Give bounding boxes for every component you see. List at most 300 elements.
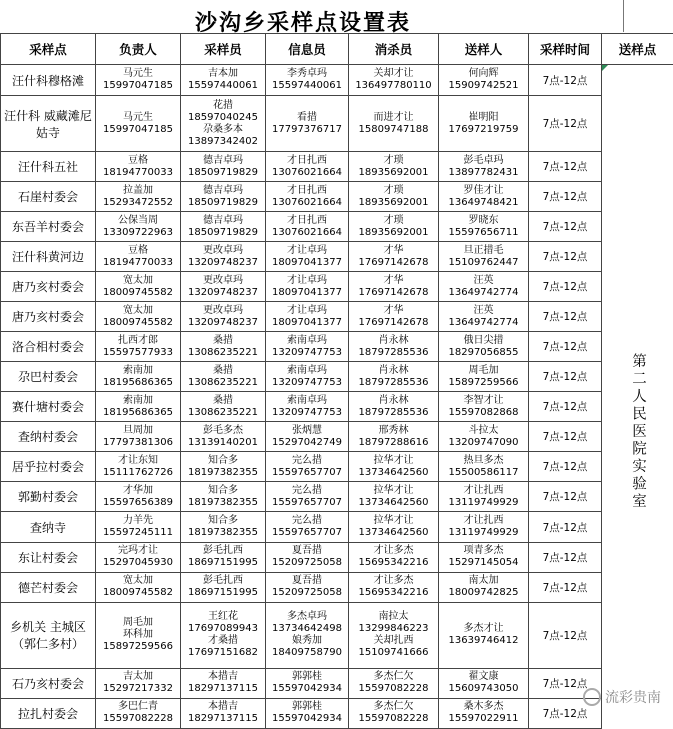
resp-line: 17797381306 bbox=[103, 436, 173, 448]
info-cell bbox=[266, 392, 349, 422]
site-cell: 汪什科穆格滩 bbox=[1, 65, 96, 96]
courier-line: 罗佳才让 bbox=[463, 184, 504, 196]
disinfect-line: 才琐 bbox=[383, 154, 404, 166]
disinfect-line: 才华 bbox=[383, 244, 404, 256]
resp-line: 周毛加 bbox=[123, 617, 153, 629]
resp-line: 18195686365 bbox=[103, 406, 173, 418]
disinfect-cell bbox=[349, 152, 439, 182]
courier-line: 15109762447 bbox=[448, 256, 519, 268]
destination-cell bbox=[602, 65, 673, 729]
sampler-line: 17697151682 bbox=[188, 647, 258, 659]
disinfect-line: 才琐 bbox=[383, 184, 404, 196]
sampler-cell bbox=[181, 482, 266, 512]
sampler-line: 花措 bbox=[213, 99, 233, 111]
disinfect-cell bbox=[349, 698, 439, 728]
courier-line: 17697219759 bbox=[448, 123, 519, 135]
info-line: 15597657707 bbox=[272, 527, 342, 538]
header-time: 采样时间 bbox=[529, 34, 602, 65]
courier-cell bbox=[439, 96, 529, 152]
sampler-cell bbox=[181, 242, 266, 272]
site-cell: 德芒村委会 bbox=[1, 572, 96, 602]
info-cell bbox=[266, 332, 349, 362]
sampler-line: 18197382355 bbox=[188, 466, 258, 478]
resp-line: 15111762726 bbox=[103, 466, 173, 478]
resp-line: 公保当周 bbox=[118, 214, 158, 226]
courier-cell bbox=[439, 242, 529, 272]
resp-line: 力羊先 bbox=[123, 515, 153, 526]
disinfect-line: 肖永林 bbox=[378, 364, 409, 376]
disinfect-cell bbox=[349, 96, 439, 152]
table-body bbox=[1, 65, 673, 729]
info-line: 15597657707 bbox=[272, 496, 342, 508]
info-line: 13076021664 bbox=[272, 166, 342, 178]
time-cell: 7点-12点 bbox=[529, 542, 602, 572]
sampler-line: 13209748237 bbox=[188, 316, 258, 328]
sampler-line: 知合多 bbox=[208, 484, 238, 496]
sampler-cell bbox=[181, 65, 266, 96]
sampler-cell bbox=[181, 698, 266, 728]
sampler-line: 尕桑多本 bbox=[203, 123, 243, 135]
info-cell bbox=[266, 272, 349, 302]
disinfect-line: 13734642560 bbox=[358, 466, 429, 478]
info-line: 15209725058 bbox=[272, 587, 342, 599]
resp-line: 旦周加 bbox=[123, 424, 153, 436]
disinfect-cell bbox=[349, 572, 439, 602]
sampler-line: 18697151995 bbox=[188, 557, 258, 569]
disinfect-line: 才让多杰 bbox=[373, 575, 414, 587]
resp-line: 宽太加 bbox=[123, 575, 153, 587]
table-row bbox=[1, 602, 673, 668]
info-cell bbox=[266, 482, 349, 512]
resp-line: 18194770033 bbox=[103, 166, 173, 178]
disinfect-line: 15809747188 bbox=[358, 123, 429, 135]
courier-cell bbox=[439, 152, 529, 182]
info-cell bbox=[266, 698, 349, 728]
sampler-cell bbox=[181, 602, 266, 668]
info-line: 郭郭桂 bbox=[292, 701, 322, 713]
info-line: 15597440061 bbox=[272, 80, 342, 92]
courier-line: 15597082868 bbox=[448, 406, 519, 418]
table-row bbox=[1, 212, 673, 242]
courier-line: 18009742825 bbox=[448, 587, 519, 599]
info-line: 18097041377 bbox=[272, 316, 342, 328]
sampler-cell bbox=[181, 422, 266, 452]
resp-line: 18195686365 bbox=[103, 376, 173, 388]
courier-cell bbox=[439, 332, 529, 362]
sampler-line: 本措吉 bbox=[208, 701, 238, 713]
resp-line: 15293472552 bbox=[103, 196, 173, 208]
disinfect-cell bbox=[349, 242, 439, 272]
disinfect-line: 肖永林 bbox=[378, 394, 409, 406]
resp-line: 15597577933 bbox=[103, 346, 173, 358]
resp-line: 15597082228 bbox=[103, 713, 173, 725]
info-line: 才让卓玛 bbox=[287, 304, 327, 316]
info-cell bbox=[266, 542, 349, 572]
resp-line: 13309722963 bbox=[103, 226, 173, 238]
disinfect-line: 17697142678 bbox=[358, 256, 429, 268]
courier-line: 13119749929 bbox=[448, 496, 519, 508]
disinfect-line: 18797285536 bbox=[358, 406, 429, 418]
time-cell: 7点-12点 bbox=[529, 422, 602, 452]
disinfect-line: 17697142678 bbox=[358, 286, 429, 298]
info-line: 多杰卓玛 bbox=[287, 611, 327, 623]
header-site: 采样点 bbox=[1, 34, 96, 65]
courier-line: 南太加 bbox=[468, 575, 499, 587]
site-cell: 郭勤村委会 bbox=[1, 482, 96, 512]
courier-line: 15297145054 bbox=[448, 557, 519, 569]
courier-line: 13649748421 bbox=[448, 196, 519, 208]
info-line: 才让卓玛 bbox=[287, 274, 327, 286]
info-line: 索南卓玛 bbox=[287, 334, 327, 346]
info-line: 13209747753 bbox=[272, 346, 342, 358]
sampling-table bbox=[0, 33, 673, 729]
site-cell: 洛合相村委会 bbox=[1, 332, 96, 362]
info-cell bbox=[266, 602, 349, 668]
disinfect-line: 18935692001 bbox=[358, 166, 429, 178]
courier-cell bbox=[439, 482, 529, 512]
table-row bbox=[1, 182, 673, 212]
time-cell: 7点-12点 bbox=[529, 65, 602, 96]
resp-line: 索南加 bbox=[123, 394, 153, 406]
disinfect-cell bbox=[349, 65, 439, 96]
courier-line: 俄日尖措 bbox=[463, 334, 504, 346]
header-responsible: 负责人 bbox=[96, 34, 181, 65]
time-cell: 7点-12点 bbox=[529, 152, 602, 182]
site-cell: 汪什科黄河边 bbox=[1, 242, 96, 272]
site-cell: 乡机关 主城区 （郭仁多村） bbox=[1, 602, 96, 668]
sampler-line: 彭毛扎西 bbox=[203, 545, 243, 557]
courier-line: 15609743050 bbox=[448, 683, 519, 695]
sampler-line: 15597440061 bbox=[188, 80, 258, 92]
courier-line: 15597022911 bbox=[448, 713, 519, 725]
table-row bbox=[1, 65, 673, 96]
sampler-cell bbox=[181, 96, 266, 152]
sampler-line: 德吉卓玛 bbox=[203, 184, 243, 196]
disinfect-cell bbox=[349, 212, 439, 242]
header-row bbox=[1, 34, 673, 65]
disinfect-cell bbox=[349, 422, 439, 452]
disinfect-cell bbox=[349, 392, 439, 422]
site-cell: 查纳寺 bbox=[1, 512, 96, 542]
info-line: 夏吾措 bbox=[292, 545, 322, 557]
info-line: 17797376717 bbox=[272, 123, 342, 135]
resp-line: 马元生 bbox=[123, 111, 153, 123]
time-cell: 7点-12点 bbox=[529, 482, 602, 512]
courier-cell bbox=[439, 668, 529, 698]
disinfect-line: 才让多杰 bbox=[373, 545, 414, 557]
resp-cell bbox=[96, 698, 181, 728]
disinfect-cell bbox=[349, 542, 439, 572]
disinfect-cell bbox=[349, 272, 439, 302]
resp-cell bbox=[96, 212, 181, 242]
table-row bbox=[1, 422, 673, 452]
resp-line: 马元生 bbox=[123, 68, 153, 80]
info-line: 18409758790 bbox=[272, 647, 342, 659]
courier-line: 热旦多杰 bbox=[463, 454, 504, 466]
courier-line: 13639746412 bbox=[448, 635, 519, 647]
sampler-cell bbox=[181, 362, 266, 392]
resp-line: 18194770033 bbox=[103, 256, 173, 268]
courier-line: 15909742521 bbox=[448, 80, 519, 92]
table-row bbox=[1, 242, 673, 272]
info-cell bbox=[266, 362, 349, 392]
info-line: 15297042749 bbox=[272, 436, 342, 448]
sampler-cell bbox=[181, 452, 266, 482]
disinfect-cell bbox=[349, 668, 439, 698]
sampler-line: 18597040245 bbox=[188, 111, 258, 123]
courier-line: 汪英 bbox=[473, 274, 494, 286]
time-cell: 7点-12点 bbox=[529, 452, 602, 482]
sampler-line: 桑措 bbox=[213, 334, 233, 346]
info-line: 13076021664 bbox=[272, 226, 342, 238]
disinfect-line: 拉华才让 bbox=[373, 454, 414, 466]
courier-cell bbox=[439, 182, 529, 212]
time-cell: 7点-12点 bbox=[529, 96, 602, 152]
info-cell bbox=[266, 212, 349, 242]
resp-line: 18009745582 bbox=[103, 286, 173, 298]
courier-line: 18297056855 bbox=[448, 346, 519, 358]
table-row bbox=[1, 542, 673, 572]
site-cell: 拉扎村委会 bbox=[1, 698, 96, 728]
courier-cell bbox=[439, 212, 529, 242]
resp-cell bbox=[96, 302, 181, 332]
courier-line: 13209747090 bbox=[448, 436, 519, 448]
sampler-cell bbox=[181, 302, 266, 332]
courier-line: 13649742774 bbox=[448, 286, 519, 298]
resp-line: 宽太加 bbox=[123, 274, 153, 286]
disinfect-line: 15695342216 bbox=[358, 587, 429, 599]
sampler-cell bbox=[181, 542, 266, 572]
site-cell: 尕巴村委会 bbox=[1, 362, 96, 392]
disinfect-cell bbox=[349, 332, 439, 362]
site-cell: 石乃亥村委会 bbox=[1, 668, 96, 698]
info-cell bbox=[266, 422, 349, 452]
resp-line: 多巴仁青 bbox=[118, 701, 158, 713]
sampler-line: 知合多 bbox=[208, 515, 238, 526]
page-title: 沙沟乡采样点设置表 bbox=[195, 10, 412, 36]
disinfect-cell bbox=[349, 362, 439, 392]
info-line: 夏吾措 bbox=[292, 575, 322, 587]
courier-cell bbox=[439, 302, 529, 332]
courier-line: 桑木多杰 bbox=[463, 701, 504, 713]
header-disinfect: 消杀员 bbox=[349, 34, 439, 65]
sampler-line: 知合多 bbox=[208, 454, 238, 466]
resp-line: 15597245111 bbox=[103, 527, 173, 538]
courier-cell bbox=[439, 542, 529, 572]
disinfect-cell bbox=[349, 482, 439, 512]
courier-line: 13649742774 bbox=[448, 316, 519, 328]
disinfect-line: 15597082228 bbox=[358, 713, 429, 725]
resp-line: 豆格 bbox=[128, 244, 148, 256]
sampler-cell bbox=[181, 272, 266, 302]
sampler-line: 18297137115 bbox=[188, 683, 258, 695]
sampler-line: 13209748237 bbox=[188, 286, 258, 298]
resp-line: 环科加 bbox=[123, 629, 153, 641]
time-cell: 7点-12点 bbox=[529, 302, 602, 332]
sampler-line: 德吉卓玛 bbox=[203, 214, 243, 226]
table-row bbox=[1, 392, 673, 422]
resp-cell bbox=[96, 392, 181, 422]
info-cell bbox=[266, 452, 349, 482]
courier-cell bbox=[439, 698, 529, 728]
header-courier: 送样人 bbox=[439, 34, 529, 65]
disinfect-line: 18797285536 bbox=[358, 376, 429, 388]
courier-line: 15500586117 bbox=[448, 466, 519, 478]
resp-line: 才让东知 bbox=[118, 454, 158, 466]
disinfect-line: 关却扎西 bbox=[373, 635, 414, 647]
courier-line: 崔明阳 bbox=[468, 111, 499, 123]
sampler-cell bbox=[181, 152, 266, 182]
courier-cell bbox=[439, 272, 529, 302]
info-line: 13076021664 bbox=[272, 196, 342, 208]
disinfect-cell bbox=[349, 302, 439, 332]
table-row bbox=[1, 96, 673, 152]
resp-line: 索南加 bbox=[123, 364, 153, 376]
courier-line: 何向辉 bbox=[468, 68, 499, 80]
courier-line: 李智才让 bbox=[463, 394, 504, 406]
info-line: 索南卓玛 bbox=[287, 364, 327, 376]
courier-line: 才让扎西 bbox=[463, 515, 504, 526]
sampler-line: 18197382355 bbox=[188, 496, 258, 508]
sampler-line: 17697089943 bbox=[188, 623, 258, 635]
courier-line: 15897259566 bbox=[448, 376, 519, 388]
resp-cell bbox=[96, 422, 181, 452]
table-row bbox=[1, 152, 673, 182]
info-cell bbox=[266, 302, 349, 332]
resp-cell bbox=[96, 362, 181, 392]
resp-cell bbox=[96, 182, 181, 212]
resp-line: 15297045930 bbox=[103, 557, 173, 569]
sampler-line: 吉本加 bbox=[208, 68, 238, 80]
info-cell bbox=[266, 572, 349, 602]
disinfect-line: 才华 bbox=[383, 304, 404, 316]
watermark bbox=[583, 687, 661, 707]
disinfect-cell bbox=[349, 512, 439, 542]
time-cell: 7点-12点 bbox=[529, 572, 602, 602]
resp-line: 15897259566 bbox=[103, 641, 173, 653]
info-line: 完么措 bbox=[292, 484, 322, 496]
courier-line: 周毛加 bbox=[468, 364, 499, 376]
resp-cell bbox=[96, 602, 181, 668]
info-line: 13734642498 bbox=[272, 623, 342, 635]
table-row bbox=[1, 668, 673, 698]
header-info: 信息员 bbox=[266, 34, 349, 65]
info-line: 15597657707 bbox=[272, 466, 342, 478]
destination-label: 第二人民医院实验室 bbox=[630, 353, 646, 511]
resp-cell bbox=[96, 272, 181, 302]
resp-line: 15597656389 bbox=[103, 496, 173, 508]
site-cell: 石崖村委会 bbox=[1, 182, 96, 212]
info-line: 看措 bbox=[297, 111, 317, 123]
sampler-line: 18509719829 bbox=[188, 196, 258, 208]
resp-line: 15297217332 bbox=[103, 683, 173, 695]
resp-line: 拉盖加 bbox=[123, 184, 153, 196]
title-divider bbox=[623, 0, 624, 32]
info-line: 18097041377 bbox=[272, 256, 342, 268]
info-cell bbox=[266, 668, 349, 698]
disinfect-line: 136497780110 bbox=[355, 80, 432, 92]
sampler-line: 18197382355 bbox=[188, 527, 258, 538]
info-cell bbox=[266, 96, 349, 152]
info-line: 才让卓玛 bbox=[287, 244, 327, 256]
sampler-line: 18509719829 bbox=[188, 226, 258, 238]
disinfect-line: 南拉太 bbox=[378, 611, 409, 623]
courier-line: 才让扎西 bbox=[463, 484, 504, 496]
sampler-cell bbox=[181, 512, 266, 542]
site-cell: 赛什塘村委会 bbox=[1, 392, 96, 422]
resp-cell bbox=[96, 668, 181, 698]
table-row bbox=[1, 452, 673, 482]
resp-line: 完玛才让 bbox=[118, 545, 158, 557]
sampler-line: 王红花 bbox=[208, 611, 238, 623]
info-line: 才日扎西 bbox=[287, 214, 327, 226]
disinfect-line: 13299846223 bbox=[358, 623, 429, 635]
disinfect-line: 18935692001 bbox=[358, 196, 429, 208]
resp-cell bbox=[96, 65, 181, 96]
courier-line: 汪英 bbox=[473, 304, 494, 316]
resp-line: 15997047185 bbox=[103, 80, 173, 92]
resp-line: 宽太加 bbox=[123, 304, 153, 316]
cell-marker-icon bbox=[602, 65, 608, 71]
disinfect-line: 15109741666 bbox=[358, 647, 429, 659]
disinfect-line: 15597082228 bbox=[358, 683, 429, 695]
disinfect-line: 18797288616 bbox=[358, 436, 429, 448]
disinfect-line: 肖永林 bbox=[378, 334, 409, 346]
disinfect-line: 邢秀林 bbox=[378, 424, 409, 436]
time-cell: 7点-12点 bbox=[529, 698, 602, 728]
courier-cell bbox=[439, 65, 529, 96]
site-cell: 查纳村委会 bbox=[1, 422, 96, 452]
time-cell: 7点-12点 bbox=[529, 602, 602, 668]
info-line: 郭郭桂 bbox=[292, 671, 322, 683]
resp-cell bbox=[96, 242, 181, 272]
info-line: 13209747753 bbox=[272, 406, 342, 418]
destination-wrap bbox=[602, 353, 673, 515]
resp-line: 15997047185 bbox=[103, 123, 173, 135]
wechat-logo-icon bbox=[583, 688, 601, 706]
courier-line: 斗拉太 bbox=[468, 424, 499, 436]
disinfect-line: 多杰仁欠 bbox=[373, 671, 414, 683]
resp-cell bbox=[96, 542, 181, 572]
resp-cell bbox=[96, 452, 181, 482]
resp-cell bbox=[96, 152, 181, 182]
info-cell bbox=[266, 182, 349, 212]
courier-line: 13897782431 bbox=[448, 166, 519, 178]
sampler-line: 桑措 bbox=[213, 394, 233, 406]
courier-line: 彭毛卓玛 bbox=[463, 154, 504, 166]
site-cell: 汪什科五社 bbox=[1, 152, 96, 182]
info-line: 才日扎西 bbox=[287, 154, 327, 166]
resp-line: 18009745582 bbox=[103, 587, 173, 599]
sampler-line: 13897342402 bbox=[188, 135, 258, 147]
courier-cell bbox=[439, 572, 529, 602]
sampler-cell bbox=[181, 572, 266, 602]
courier-line: 项青多杰 bbox=[463, 545, 504, 557]
table-row bbox=[1, 302, 673, 332]
info-line: 索南卓玛 bbox=[287, 394, 327, 406]
sampler-line: 更改卓玛 bbox=[203, 304, 243, 316]
info-line: 完么措 bbox=[292, 454, 322, 466]
info-line: 才日扎西 bbox=[287, 184, 327, 196]
sampler-line: 18697151995 bbox=[188, 587, 258, 599]
site-cell: 居乎拉村委会 bbox=[1, 452, 96, 482]
sampler-cell bbox=[181, 182, 266, 212]
sampler-line: 更改卓玛 bbox=[203, 274, 243, 286]
info-line: 完么措 bbox=[292, 515, 322, 526]
table-row bbox=[1, 482, 673, 512]
info-line: 娘秀加 bbox=[292, 635, 322, 647]
time-cell: 7点-12点 bbox=[529, 272, 602, 302]
